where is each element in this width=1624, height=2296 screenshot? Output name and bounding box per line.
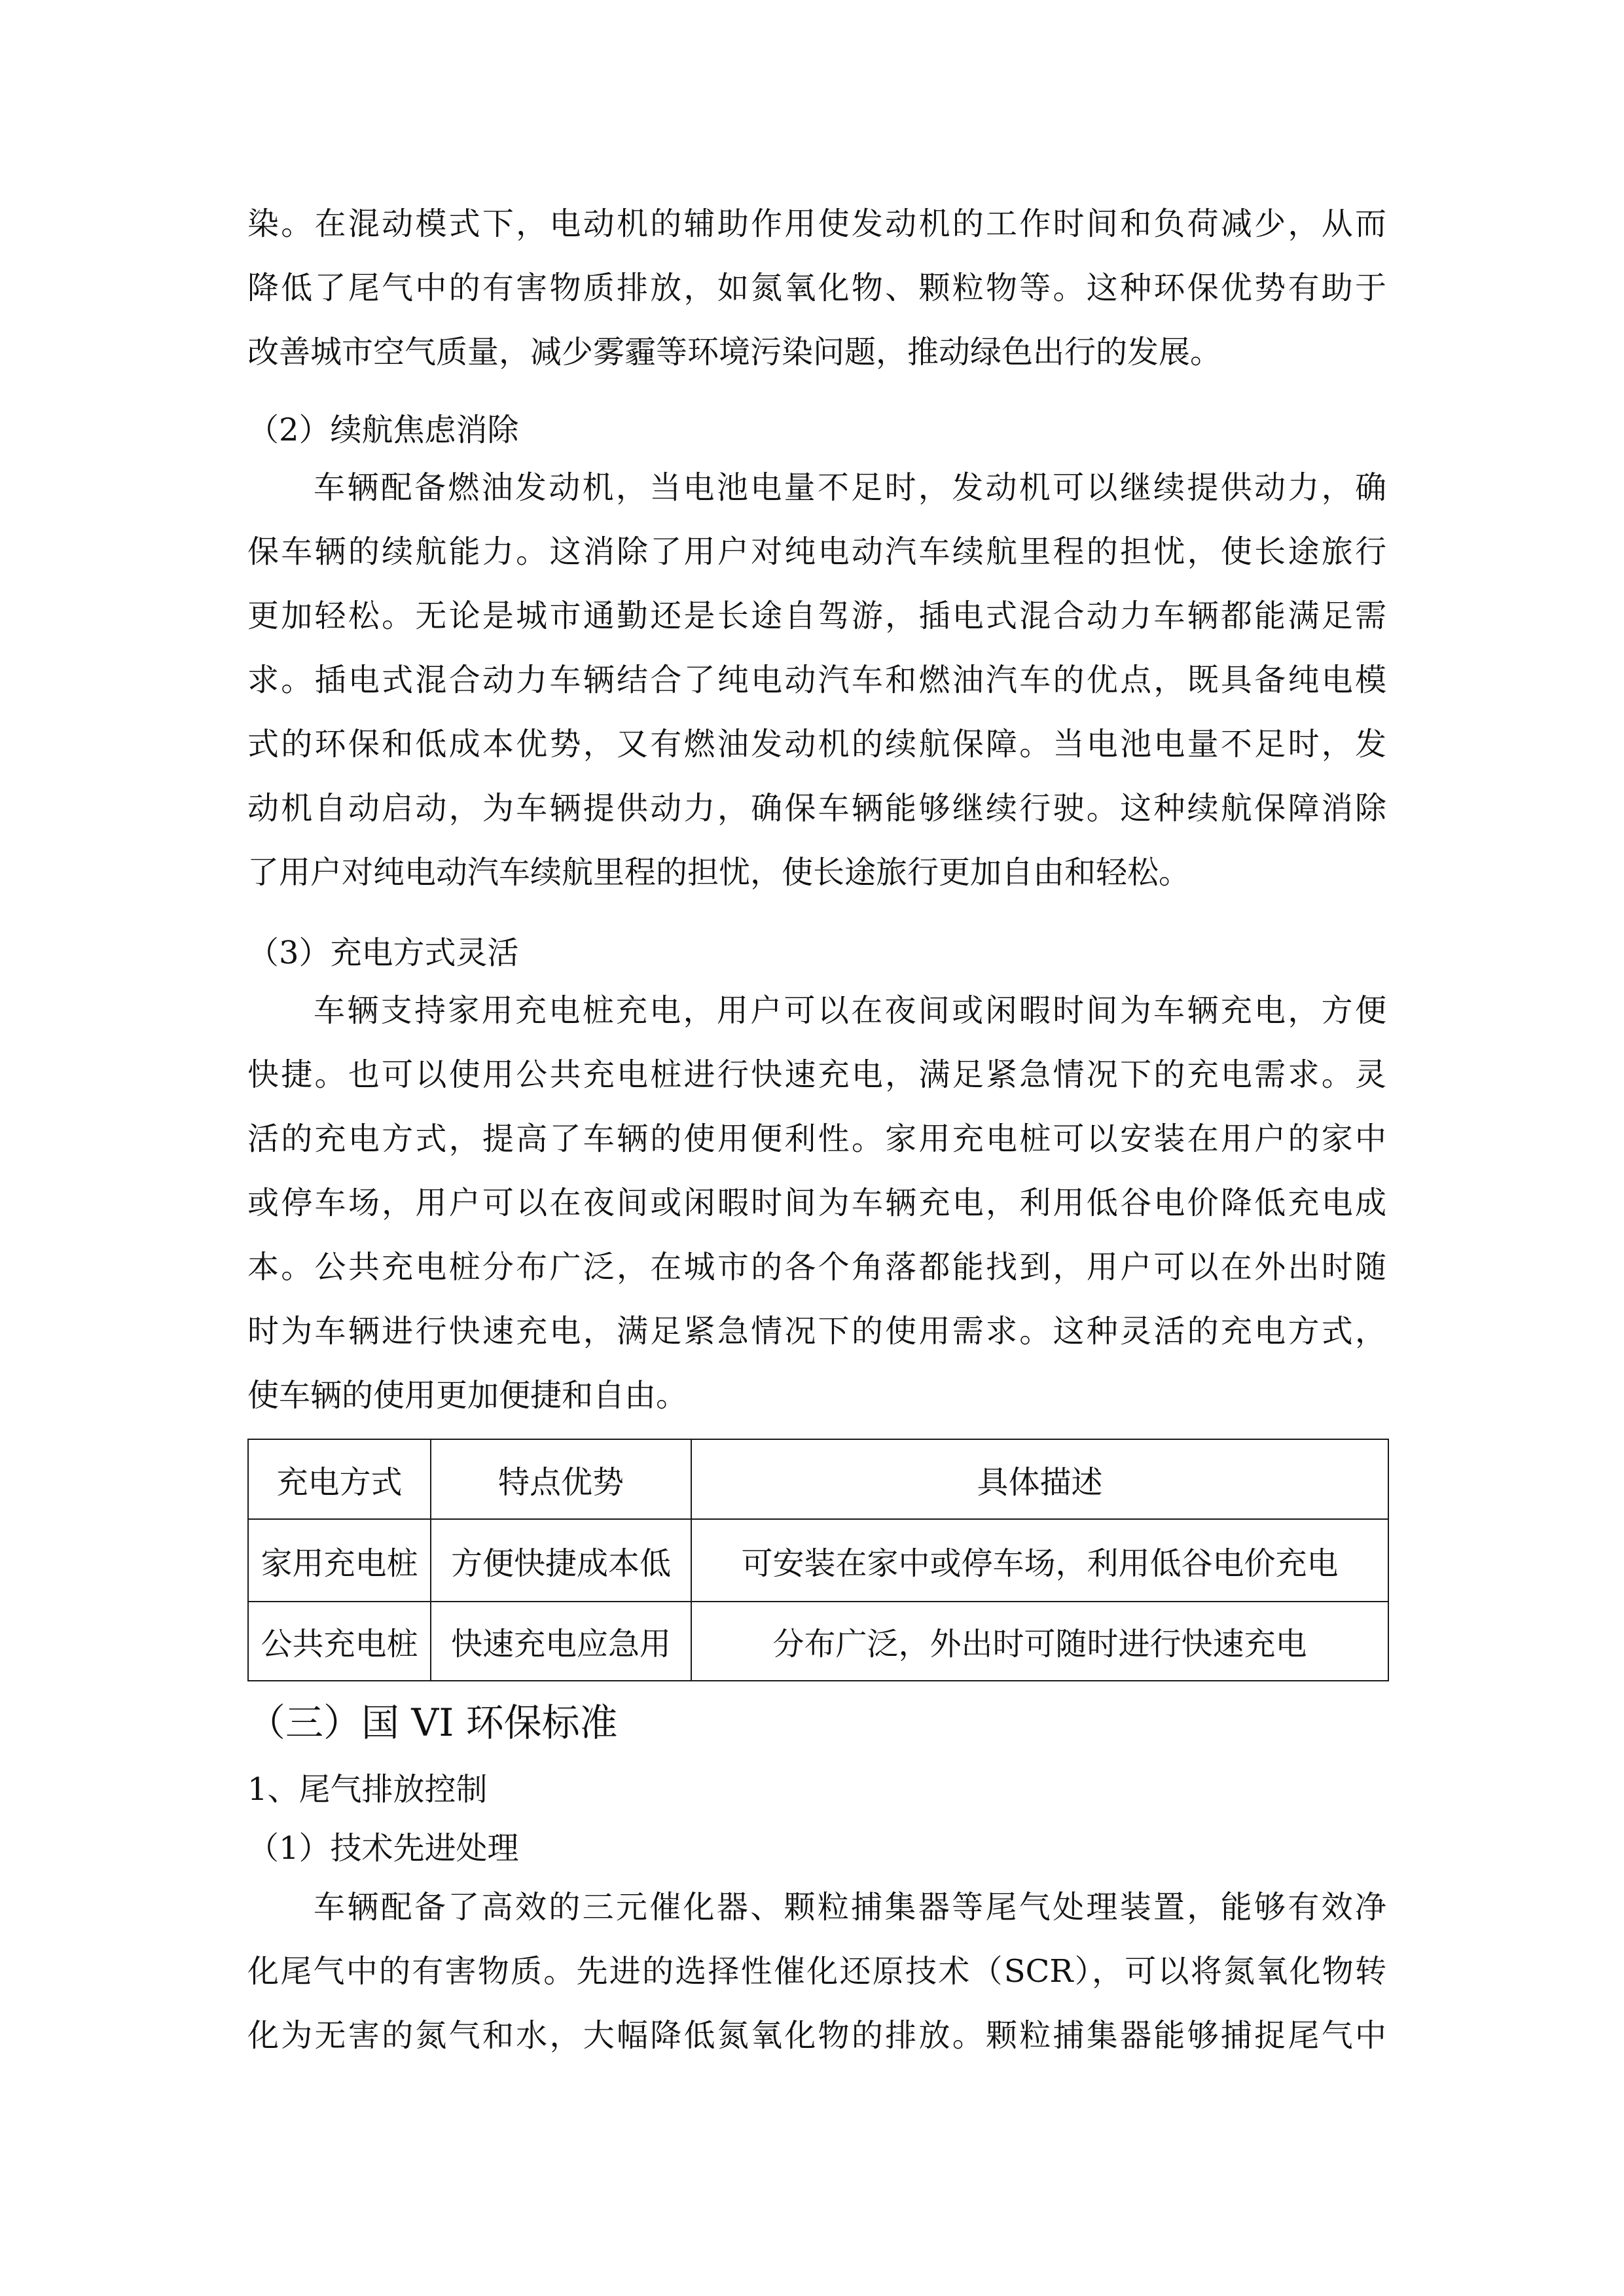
intro-paragraph [247,192,1386,384]
section-heading-charging: （3）充电方式灵活 [247,935,519,971]
paragraph-line: 或停车场，用户可以在夜间或闲暇时间为车辆充电，利用低谷电价降低充电成 [247,1185,1386,1221]
paragraph-line: 车辆支持家用充电桩充电，用户可以在夜间或闲暇时间为车辆充电，方便 [314,992,1386,1029]
table-cell: 快速充电应急用 [431,1602,691,1681]
paragraph-line: 动机自动启动，为车辆提供动力，确保车辆能够继续行驶。这种续航保障消除 [247,790,1386,827]
charging-table [247,1439,1388,1681]
table-cell: 分布广泛，外出时可随时进行快速充电 [691,1602,1388,1681]
paragraph-line: 保车辆的续航能力。这消除了用户对纯电动汽车续航里程的担忧，使长途旅行 [247,533,1386,570]
paragraph-line: 时为车辆进行快速充电，满足紧急情况下的使用需求。这种灵活的充电方式， [247,1313,1386,1350]
section-heading-range-anxiety: （2）续航焦虑消除 [247,412,519,448]
table-cell: 公共充电桩 [248,1602,431,1681]
paragraph-line: 车辆配备了高效的三元催化器、颗粒捕集器等尾气处理装置，能够有效净 [314,1889,1386,1926]
paragraph-line: 使车辆的使用更加便捷和自由。 [247,1377,688,1414]
paragraph-line: 更加轻松。无论是城市通勤还是长途自驾游，插电式混合动力车辆都能满足需 [247,598,1386,634]
paragraph-line: 降低了尾气中的有害物质排放，如氮氧化物、颗粒物等。这种环保优势有助于 [247,270,1386,306]
paragraph-line: 了用户对纯电动汽车续航里程的担忧，使长途旅行更加自由和轻松。 [247,854,1191,891]
charging-paragraph [247,978,1386,1427]
table-cell: 家用充电桩 [248,1519,431,1602]
paragraph-line: 式的环保和低成本优势，又有燃油发动机的续航保障。当电池电量不足时，发 [247,726,1386,762]
chapter-heading: （三）国 VI 环保标准 [247,1700,618,1745]
table-cell: 可安装在家中或停车场，利用低谷电价充电 [691,1519,1388,1602]
paragraph-line: 本。公共充电桩分布广泛，在城市的各个角落都能找到，用户可以在外出时随 [247,1249,1386,1285]
paragraph-line: 活的充电方式，提高了车辆的使用便利性。家用充电桩可以安装在用户的家中 [247,1121,1386,1157]
table-cell: 方便快捷成本低 [431,1519,691,1602]
range-anxiety-paragraph [247,456,1386,905]
table-row [248,1519,1388,1602]
paragraph-line: 化为无害的氮气和水，大幅降低氮氧化物的排放。颗粒捕集器能够捕捉尾气中 [247,2017,1386,2054]
table-row [248,1602,1388,1681]
table-header-cell: 充电方式 [248,1439,431,1519]
section-heading-treatment: （1）技术先进处理 [247,1830,519,1867]
paragraph-line: 车辆配备燃油发动机，当电池电量不足时，发动机可以继续提供动力，确 [314,469,1386,506]
paragraph-line: 改善城市空气质量，减少雾霾等环境污染问题，推动绿色出行的发展。 [247,334,1222,370]
paragraph-line: 染。在混动模式下，电动机的辅助作用使发动机的工作时间和负荷减少，从而 [247,206,1386,242]
paragraph-line: 化尾气中的有害物质。先进的选择性催化还原技术（SCR），可以将氮氧化物转 [247,1953,1386,1990]
table-header-row [248,1439,1388,1519]
table-header-cell: 具体描述 [691,1439,1388,1519]
treatment-paragraph [247,1875,1386,2068]
subsection-heading: 1、尾气排放控制 [247,1771,488,1808]
table-header-cell: 特点优势 [431,1439,691,1519]
paragraph-line: 快捷。也可以使用公共充电桩进行快速充电，满足紧急情况下的充电需求。灵 [247,1056,1386,1093]
paragraph-line: 求。插电式混合动力车辆结合了纯电动汽车和燃油汽车的优点，既具备纯电模 [247,662,1386,698]
